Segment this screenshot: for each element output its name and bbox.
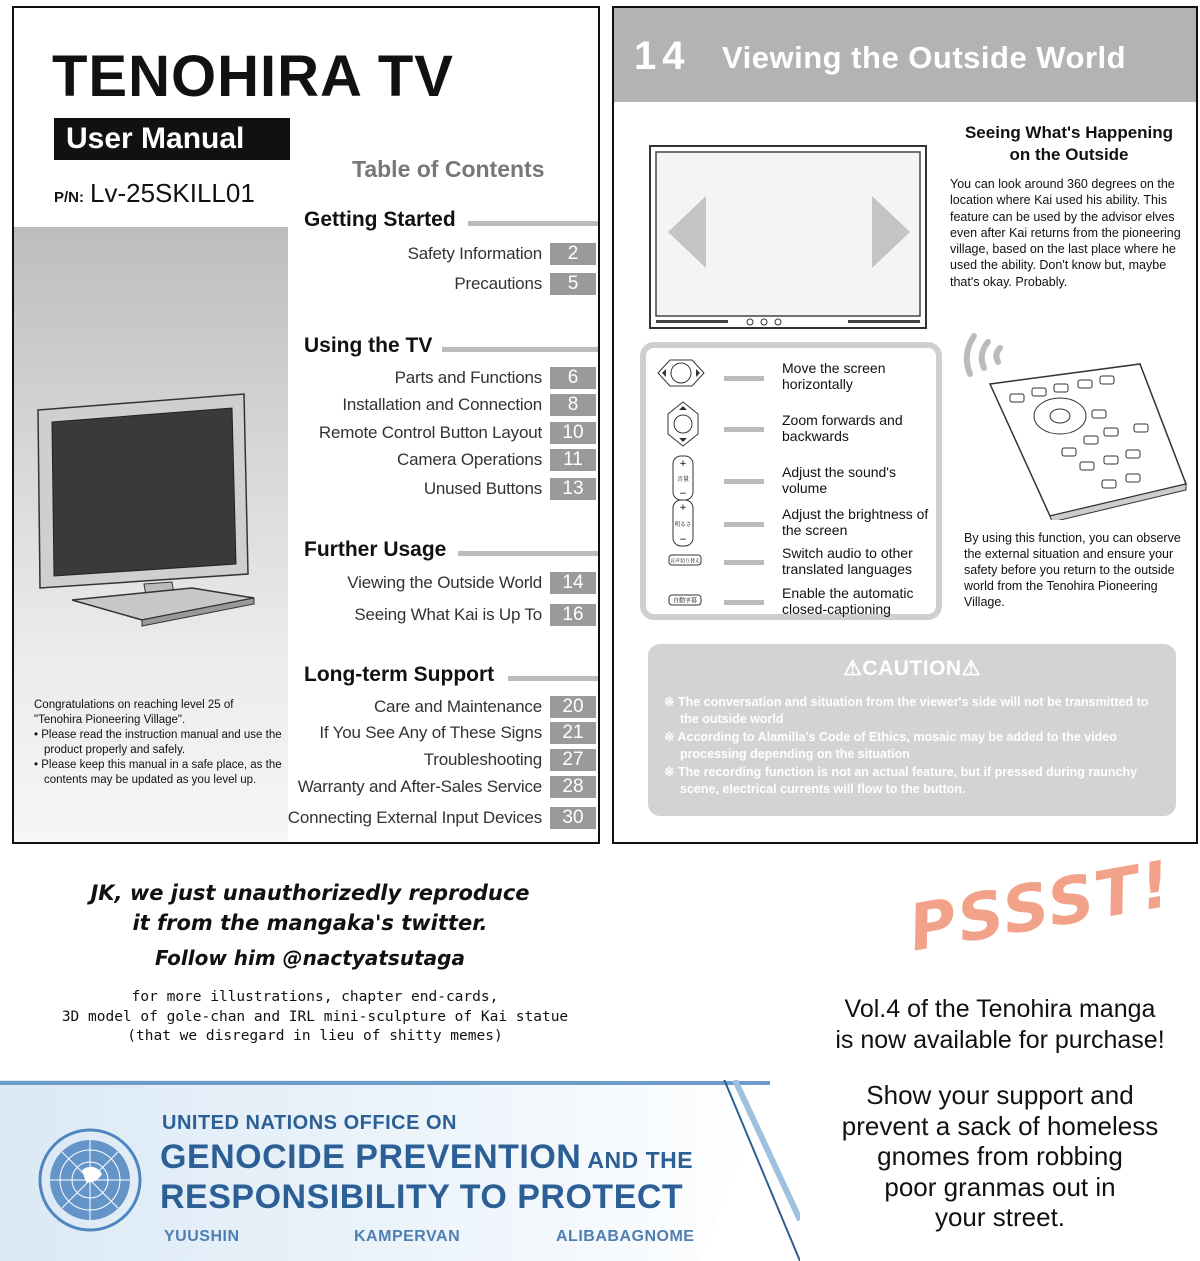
manual-cover-panel (12, 6, 600, 844)
un-office-label: UNITED NATIONS OFFICE ON (162, 1112, 457, 1134)
toc-item[interactable]: Troubleshooting 27 (424, 748, 598, 772)
caution-item: ※ According to Alamilla's Code of Ethics, mosaic may be added to the video processing depending on the situation (664, 729, 1164, 762)
part-number-value: Lv-25SKILL01 (90, 178, 255, 208)
function-volume: Adjust the sound's volume (782, 464, 896, 496)
credit-name: ALIBABAGNOME (556, 1228, 695, 1245)
volume-announcement: Vol.4 of the Tenohira manga is now available for purchase! (835, 995, 1165, 1054)
svg-text:−: − (679, 489, 687, 499)
caution-box (648, 644, 1176, 816)
svg-text:−: − (679, 535, 687, 545)
brand-title: TENOHIRA TV (52, 44, 454, 109)
credit-name: KAMPERVAN (354, 1228, 461, 1245)
follow-note: Follow him @nactyatsutaga (155, 946, 465, 970)
up-down-button-icon (664, 400, 702, 448)
toc-item[interactable]: Installation and Connection 8 (342, 393, 598, 417)
volume-rocker-icon (670, 454, 696, 502)
svg-text:+: + (679, 503, 687, 513)
caption-button-icon (668, 594, 702, 606)
toc-item[interactable]: Unused Buttons 13 (424, 477, 598, 501)
user-manual-label: User Manual (54, 118, 290, 160)
toc-title: Table of Contents (352, 156, 545, 182)
chapter-page-panel (612, 6, 1198, 844)
toc-item[interactable]: Warranty and After-Sales Service 28 (298, 775, 598, 799)
translate-label: 音声切り替え (669, 558, 701, 565)
part-number-label: P/N: (54, 189, 84, 206)
caption-label: 自動字幕 (672, 597, 698, 605)
tv-illustration (32, 388, 264, 628)
psst-exclamation: PSSST! (903, 847, 1178, 967)
brightness-rocker-icon (670, 498, 696, 548)
left-right-button-icon (656, 356, 706, 390)
part-number (54, 178, 255, 209)
signal-wave-icon (967, 336, 974, 374)
toc-item[interactable]: If You See Any of These Signs 21 (319, 721, 598, 745)
toc-section-further-usage: Further Usage (304, 538, 447, 561)
function-brightness: Adjust the brightness of the screen (782, 506, 929, 538)
toc-item[interactable]: Remote Control Button Layout 10 (319, 421, 598, 445)
un-title-line1: GENOCIDE PREVENTION AND THE (160, 1138, 694, 1176)
function-translate: Switch audio to other translated languages (782, 545, 913, 577)
translate-button-icon (668, 554, 702, 566)
congrats-bullet: • Please read the instruction manual and use the product properly and safely. (34, 728, 284, 758)
function-move-horizontal: Move the screen horizontally (782, 360, 886, 392)
toc-section-using-tv: Using the TV (304, 334, 433, 357)
remote-control-illustration (954, 324, 1194, 520)
svg-text:+: + (679, 459, 687, 469)
toc-item[interactable]: Care and Maintenance 20 (374, 695, 598, 719)
toc-item[interactable]: Viewing the Outside World 14 (347, 571, 598, 595)
chapter-number: 14 (634, 34, 691, 78)
remote-description: By using this function, you can observe the external situation and ensure your safety before you return to the outside world from the Tenohira Pioneering Village. (964, 531, 1181, 609)
function-captions: Enable the automatic closed-captioning (782, 585, 914, 617)
toc-section-long-term-support: Long-term Support (304, 663, 495, 686)
un-title-line2: RESPONSIBILITY TO PROTECT (160, 1178, 684, 1216)
caution-item: ※ The recording function is not an actual feature, but if pressed during raunchy scene, electrical currents will flow to the button. (664, 764, 1164, 797)
toc-divider (508, 676, 598, 681)
caution-title: ⚠CAUTION⚠ (843, 657, 981, 680)
toc-divider (442, 347, 598, 352)
toc-divider (468, 221, 598, 226)
more-note: for more illustrations, chapter end-cards, 3D model of gole-chan and IRL mini-sculpture of Kai statue (that we disregard in lieu of shitty memes) (61, 989, 569, 1044)
toc-section-getting-started: Getting Started (304, 208, 456, 231)
congrats-note (34, 698, 284, 788)
toc-item[interactable]: Camera Operations 11 (397, 448, 598, 472)
toc-item[interactable]: Precautions 5 (454, 272, 598, 296)
congrats-intro: Congratulations on reaching level 25 of "Tenohira Pioneering Village". (34, 699, 234, 726)
un-emblem-icon (40, 1130, 140, 1230)
volume-label: 音量 (676, 476, 690, 483)
function-zoom: Zoom forwards and backwards (782, 412, 903, 444)
jk-note: JK, we just unauthorizedly reproduce it from the mangaka's twitter. (90, 881, 530, 935)
toc-item[interactable]: Safety Information 2 (408, 242, 598, 266)
support-message: Show your support and prevent a sack of homeless gnomes from robbing poor granmas out in your street. (841, 1080, 1159, 1232)
credit-name: YUUSHIN (164, 1228, 240, 1245)
outside-description: You can look around 360 degrees on the location where Kai used his ability. This feature can be used by the advisor elves even after Kai returns from the pioneering village, based on the last place where he used the ability. Don't know but, maybe that's okay. Probably. (950, 177, 1181, 289)
toc-divider (458, 551, 598, 556)
caution-item: ※ The conversation and situation from the viewer's side will not be transmitted to the outside world (664, 694, 1164, 727)
toc-item[interactable]: Connecting External Input Devices 30 (288, 806, 598, 830)
congrats-bullet: • Please keep this manual in a safe place, as the contents may be updated as you level up. (34, 758, 284, 788)
toc-item[interactable]: Seeing What Kai is Up To 16 (354, 603, 598, 627)
tv-screen-illustration (648, 144, 930, 332)
remote-functions-box (640, 342, 942, 620)
caution-list (664, 694, 1164, 799)
brightness-label: 明るさ (674, 522, 692, 528)
chapter-title: Viewing the Outside World (722, 40, 1127, 75)
toc-item[interactable]: Parts and Functions 6 (395, 366, 598, 390)
outside-heading: Seeing What's Happening on the Outside (964, 123, 1174, 164)
